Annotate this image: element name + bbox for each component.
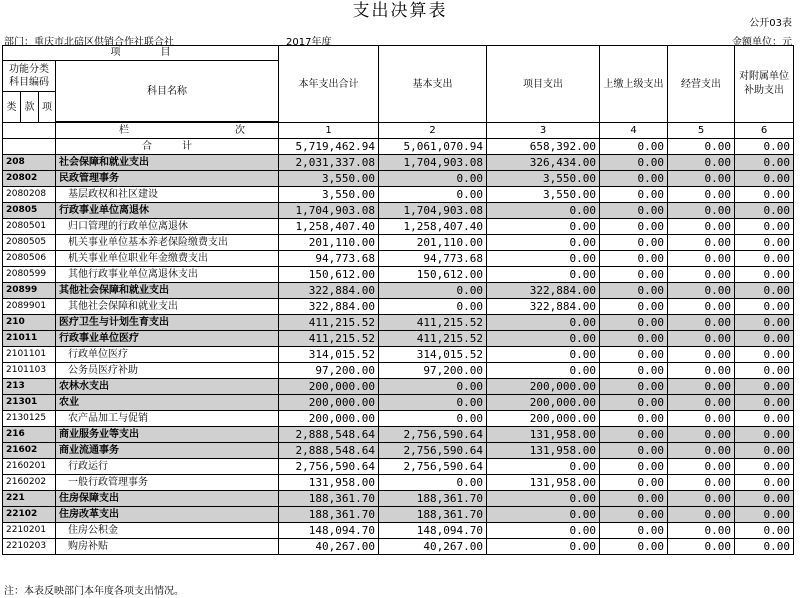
amount-cell: 188,361.70: [379, 491, 487, 507]
amount-cell: 131,958.00: [487, 427, 600, 443]
amount-cell: 0.00: [600, 283, 668, 299]
amount-cell: 0.00: [487, 251, 600, 267]
table-row: [3, 347, 794, 363]
subject-code: 2080599: [3, 267, 56, 283]
col-num-4: 4: [600, 123, 668, 139]
table-row: [3, 523, 794, 539]
col-header-project: 项目支出: [487, 46, 600, 123]
subject-name: 机关事业单位职业年金缴费支出: [56, 251, 279, 267]
amount-cell: 314,015.52: [279, 347, 379, 363]
col-header-business: 经营支出: [668, 46, 735, 123]
col-header-total: 本年支出合计: [279, 46, 379, 123]
total-cell: 0.00: [735, 139, 794, 155]
col-num-3: 3: [487, 123, 600, 139]
amount-cell: 200,000.00: [487, 411, 600, 427]
subject-name: 一般行政管理事务: [56, 475, 279, 491]
total-cell: 5,061,070.94: [379, 139, 487, 155]
subject-code: 210: [3, 315, 56, 331]
amount-cell: 40,267.00: [279, 539, 379, 555]
subject-name: 医疗卫生与计划生育支出: [56, 315, 279, 331]
amount-cell: 0.00: [487, 331, 600, 347]
total-row: [3, 139, 794, 155]
amount-cell: 188,361.70: [279, 491, 379, 507]
amount-cell: 3,550.00: [487, 171, 600, 187]
amount-cell: 0.00: [668, 267, 735, 283]
amount-cell: 3,550.00: [487, 187, 600, 203]
table-row: [3, 203, 794, 219]
amount-cell: 1,704,903.08: [279, 203, 379, 219]
subject-name: 行政事业单位医疗: [56, 331, 279, 347]
amount-cell: 0.00: [379, 475, 487, 491]
amount-cell: 0.00: [600, 363, 668, 379]
col-num-6: 6: [735, 123, 794, 139]
amount-cell: 0.00: [487, 267, 600, 283]
subject-code: 21602: [3, 443, 56, 459]
amount-cell: 0.00: [735, 299, 794, 315]
subject-name: 行政运行: [56, 459, 279, 475]
amount-cell: 188,361.70: [279, 507, 379, 523]
subject-code: 213: [3, 379, 56, 395]
amount-cell: 0.00: [600, 459, 668, 475]
lan-label: 栏: [119, 125, 129, 136]
subject-code: 2101101: [3, 347, 56, 363]
subject-code: 21011: [3, 331, 56, 347]
year-label: 2017年度: [286, 37, 332, 48]
amount-cell: 0.00: [735, 331, 794, 347]
amount-cell: 0.00: [668, 475, 735, 491]
amount-cell: 0.00: [487, 539, 600, 555]
subject-code: 2210203: [3, 539, 56, 555]
amount-cell: 0.00: [600, 411, 668, 427]
amount-cell: 1,258,407.40: [379, 219, 487, 235]
table-row: [3, 171, 794, 187]
department-label: 部门：重庆市北碚区供销合作社联合社: [4, 37, 174, 48]
amount-cell: 0.00: [668, 411, 735, 427]
subject-code: 2130125: [3, 411, 56, 427]
amount-cell: 0.00: [668, 251, 735, 267]
amount-cell: 0.00: [379, 411, 487, 427]
amount-cell: 0.00: [600, 171, 668, 187]
amount-cell: 0.00: [668, 155, 735, 171]
table-row: [3, 235, 794, 251]
amount-cell: 200,000.00: [279, 411, 379, 427]
amount-cell: 0.00: [600, 395, 668, 411]
amount-cell: 0.00: [668, 427, 735, 443]
amount-cell: 0.00: [668, 539, 735, 555]
amount-cell: 0.00: [735, 427, 794, 443]
table-row: [3, 411, 794, 427]
amount-cell: 0.00: [735, 219, 794, 235]
amount-cell: 326,434.00: [487, 155, 600, 171]
amount-cell: 0.00: [735, 459, 794, 475]
subject-code: 2210201: [3, 523, 56, 539]
table-row: [3, 331, 794, 347]
subject-name: 农业: [56, 395, 279, 411]
lan-ci-label-left: [3, 123, 56, 139]
table-row: [3, 251, 794, 267]
subject-name: 其他行政事业单位离退休支出: [56, 267, 279, 283]
amount-cell: 0.00: [487, 315, 600, 331]
table-row: [3, 443, 794, 459]
subject-code: 208: [3, 155, 56, 171]
subject-code: 21301: [3, 395, 56, 411]
amount-cell: 2,888,548.64: [279, 427, 379, 443]
amount-cell: 411,215.52: [279, 331, 379, 347]
amount-cell: 0.00: [668, 507, 735, 523]
col-header-upper: 上缴上级支出: [600, 46, 668, 123]
amount-cell: 322,884.00: [487, 283, 600, 299]
amount-cell: 322,884.00: [487, 299, 600, 315]
amount-cell: 411,215.52: [379, 315, 487, 331]
amount-cell: 0.00: [487, 219, 600, 235]
expenditure-table: [2, 45, 794, 555]
subject-name: 商业服务业等支出: [56, 427, 279, 443]
amount-cell: 0.00: [487, 507, 600, 523]
amount-cell: 0.00: [379, 283, 487, 299]
amount-cell: 0.00: [735, 283, 794, 299]
subject-name: 其他社会保障和就业支出: [56, 299, 279, 315]
col-header-subsidy: 对附属单位补助支出: [735, 46, 794, 123]
amount-cell: 0.00: [735, 523, 794, 539]
amount-cell: 0.00: [487, 235, 600, 251]
subject-name: 社会保障和就业支出: [56, 155, 279, 171]
table-row: [3, 363, 794, 379]
table-row: [3, 315, 794, 331]
table-row: [3, 187, 794, 203]
col-header-basic: 基本支出: [379, 46, 487, 123]
amount-cell: 322,884.00: [279, 299, 379, 315]
amount-cell: 0.00: [668, 171, 735, 187]
amount-cell: 0.00: [668, 379, 735, 395]
amount-cell: 0.00: [735, 203, 794, 219]
amount-cell: 0.00: [600, 267, 668, 283]
footnote: 注：本表反映部门本年度各项支出情况。: [4, 586, 184, 597]
amount-cell: 411,215.52: [279, 315, 379, 331]
ci-label: 次: [235, 125, 245, 136]
amount-cell: 0.00: [668, 299, 735, 315]
amount-cell: 411,215.52: [379, 331, 487, 347]
amount-cell: 97,200.00: [279, 363, 379, 379]
subject-name: 基层政权和社区建设: [56, 187, 279, 203]
amount-cell: 0.00: [600, 187, 668, 203]
amount-cell: 1,704,903.08: [379, 155, 487, 171]
amount-cell: 0.00: [600, 219, 668, 235]
amount-cell: 0.00: [379, 299, 487, 315]
func-code-header: 功能分类 科目编码: [3, 61, 56, 92]
amount-cell: 0.00: [668, 491, 735, 507]
amount-cell: 2,888,548.64: [279, 443, 379, 459]
amount-cell: 1,258,407.40: [279, 219, 379, 235]
amount-cell: 0.00: [487, 363, 600, 379]
table-row: [3, 299, 794, 315]
col-num-5: 5: [668, 123, 735, 139]
amount-cell: 0.00: [735, 315, 794, 331]
amount-cell: 0.00: [668, 283, 735, 299]
subject-name: 行政事业单位离退休: [56, 203, 279, 219]
subject-name: 机关事业单位基本养老保险缴费支出: [56, 235, 279, 251]
amount-cell: 314,015.52: [379, 347, 487, 363]
amount-cell: 0.00: [735, 411, 794, 427]
table-row: [3, 155, 794, 171]
subject-code: 20805: [3, 203, 56, 219]
subject-code: 221: [3, 491, 56, 507]
amount-cell: 0.00: [668, 219, 735, 235]
amount-cell: 0.00: [600, 347, 668, 363]
amount-cell: 0.00: [735, 235, 794, 251]
amount-cell: 131,958.00: [487, 443, 600, 459]
subject-name: 住房保障支出: [56, 491, 279, 507]
amount-cell: 0.00: [600, 315, 668, 331]
amount-cell: 1,704,903.08: [379, 203, 487, 219]
amount-cell: 94,773.68: [279, 251, 379, 267]
amount-cell: 2,756,590.64: [379, 443, 487, 459]
amount-cell: 0.00: [600, 203, 668, 219]
subject-name: 住房公积金: [56, 523, 279, 539]
table-row: [3, 539, 794, 555]
amount-cell: 0.00: [600, 523, 668, 539]
lei-header: 类: [3, 92, 21, 123]
amount-cell: 0.00: [600, 235, 668, 251]
subject-name: 农产品加工与促销: [56, 411, 279, 427]
amount-cell: 0.00: [600, 155, 668, 171]
amount-cell: 0.00: [668, 187, 735, 203]
amount-cell: 0.00: [487, 523, 600, 539]
amount-cell: 200,000.00: [487, 379, 600, 395]
subject-name: 归口管理的行政单位离退休: [56, 219, 279, 235]
amount-cell: 0.00: [379, 187, 487, 203]
amount-cell: 131,958.00: [279, 475, 379, 491]
amount-cell: 0.00: [735, 187, 794, 203]
amount-cell: 0.00: [379, 379, 487, 395]
amount-cell: 0.00: [600, 443, 668, 459]
subject-name: 民政管理事务: [56, 171, 279, 187]
amount-cell: 0.00: [668, 331, 735, 347]
amount-cell: 94,773.68: [379, 251, 487, 267]
amount-cell: 0.00: [668, 203, 735, 219]
amount-cell: 2,756,590.64: [379, 459, 487, 475]
amount-cell: 3,550.00: [279, 171, 379, 187]
amount-cell: 0.00: [487, 459, 600, 475]
amount-cell: 148,094.70: [379, 523, 487, 539]
amount-cell: 0.00: [379, 171, 487, 187]
amount-cell: 0.00: [600, 491, 668, 507]
amount-cell: 97,200.00: [379, 363, 487, 379]
amount-cell: 0.00: [735, 171, 794, 187]
amount-cell: 0.00: [600, 331, 668, 347]
amount-cell: 0.00: [600, 251, 668, 267]
amount-cell: 3,550.00: [279, 187, 379, 203]
subject-name: 其他社会保障和就业支出: [56, 283, 279, 299]
table-row: [3, 475, 794, 491]
table-row: [3, 507, 794, 523]
amount-cell: 0.00: [668, 315, 735, 331]
subject-code: 2160201: [3, 459, 56, 475]
table-row: [3, 459, 794, 475]
amount-cell: 148,094.70: [279, 523, 379, 539]
amount-cell: 0.00: [668, 363, 735, 379]
amount-cell: 0.00: [668, 459, 735, 475]
table-row: [3, 395, 794, 411]
amount-cell: 0.00: [600, 379, 668, 395]
lan-ci-label: [56, 123, 279, 139]
table-row: [3, 379, 794, 395]
col-num-2: 2: [379, 123, 487, 139]
amount-cell: 188,361.70: [379, 507, 487, 523]
amount-cell: 201,110.00: [379, 235, 487, 251]
amount-cell: 0.00: [735, 475, 794, 491]
amount-cell: 40,267.00: [379, 539, 487, 555]
amount-cell: 2,031,337.08: [279, 155, 379, 171]
table-row: [3, 283, 794, 299]
total-cell: 5,719,462.94: [279, 139, 379, 155]
form-code: 公开03表: [749, 18, 792, 29]
amount-cell: 0.00: [600, 507, 668, 523]
amount-cell: 0.00: [379, 395, 487, 411]
amount-cell: 2,756,590.64: [279, 459, 379, 475]
amount-cell: 2,756,590.64: [379, 427, 487, 443]
amount-cell: 150,612.00: [279, 267, 379, 283]
subject-name: 购房补贴: [56, 539, 279, 555]
amount-cell: 0.00: [487, 491, 600, 507]
amount-cell: 0.00: [735, 267, 794, 283]
subject-code: 2089901: [3, 299, 56, 315]
amount-cell: 0.00: [487, 347, 600, 363]
amount-cell: 0.00: [735, 363, 794, 379]
page-title: 支出决算表: [352, 1, 448, 21]
amount-cell: 0.00: [668, 395, 735, 411]
amount-cell: 0.00: [735, 379, 794, 395]
subject-code: 2160202: [3, 475, 56, 491]
amount-cell: 0.00: [735, 155, 794, 171]
subject-code: 2080506: [3, 251, 56, 267]
amount-cell: 0.00: [735, 539, 794, 555]
amount-cell: 0.00: [735, 347, 794, 363]
subject-name: 住房改革支出: [56, 507, 279, 523]
amount-cell: 0.00: [735, 491, 794, 507]
subject-code: 2080505: [3, 235, 56, 251]
amount-cell: 0.00: [487, 203, 600, 219]
subject-name: 商业流通事务: [56, 443, 279, 459]
subject-code: 2101103: [3, 363, 56, 379]
subject-code: 20802: [3, 171, 56, 187]
amount-cell: 131,958.00: [487, 475, 600, 491]
total-cell: 0.00: [668, 139, 735, 155]
amount-cell: 200,000.00: [279, 379, 379, 395]
subject-header: 科目名称: [56, 61, 279, 122]
table-row: [3, 491, 794, 507]
table-row: [3, 219, 794, 235]
amount-cell: 0.00: [600, 427, 668, 443]
amount-cell: 0.00: [735, 507, 794, 523]
total-cell: 0.00: [600, 139, 668, 155]
subject-name: 公务员医疗补助: [56, 363, 279, 379]
amount-cell: 0.00: [668, 347, 735, 363]
subject-name: 农林水支出: [56, 379, 279, 395]
subject-code: 2080501: [3, 219, 56, 235]
amount-cell: 0.00: [735, 251, 794, 267]
amount-cell: 322,884.00: [279, 283, 379, 299]
amount-cell: 200,000.00: [487, 395, 600, 411]
xiang-header: 项: [39, 92, 56, 123]
item-header: 项 目: [3, 46, 279, 61]
amount-cell: 201,110.00: [279, 235, 379, 251]
amount-cell: 0.00: [735, 443, 794, 459]
total-blank: [3, 139, 56, 155]
amount-cell: 0.00: [600, 299, 668, 315]
subject-code: 216: [3, 427, 56, 443]
subject-code: 20899: [3, 283, 56, 299]
subject-code: 2080208: [3, 187, 56, 203]
amount-cell: 200,000.00: [279, 395, 379, 411]
table-row: [3, 427, 794, 443]
amount-cell: 0.00: [735, 395, 794, 411]
amount-cell: 0.00: [668, 235, 735, 251]
subject-name: 行政单位医疗: [56, 347, 279, 363]
amount-cell: 0.00: [668, 443, 735, 459]
col-num-1: 1: [279, 123, 379, 139]
kuan-header: 款: [21, 92, 39, 123]
subject-code: 22102: [3, 507, 56, 523]
amount-cell: 0.00: [600, 539, 668, 555]
unit-label: 金额单位：元: [732, 37, 792, 48]
amount-cell: 0.00: [600, 475, 668, 491]
total-label: 合 计: [56, 139, 279, 155]
amount-cell: 0.00: [668, 523, 735, 539]
amount-cell: 150,612.00: [379, 267, 487, 283]
table-row: [3, 267, 794, 283]
total-cell: 658,392.00: [487, 139, 600, 155]
